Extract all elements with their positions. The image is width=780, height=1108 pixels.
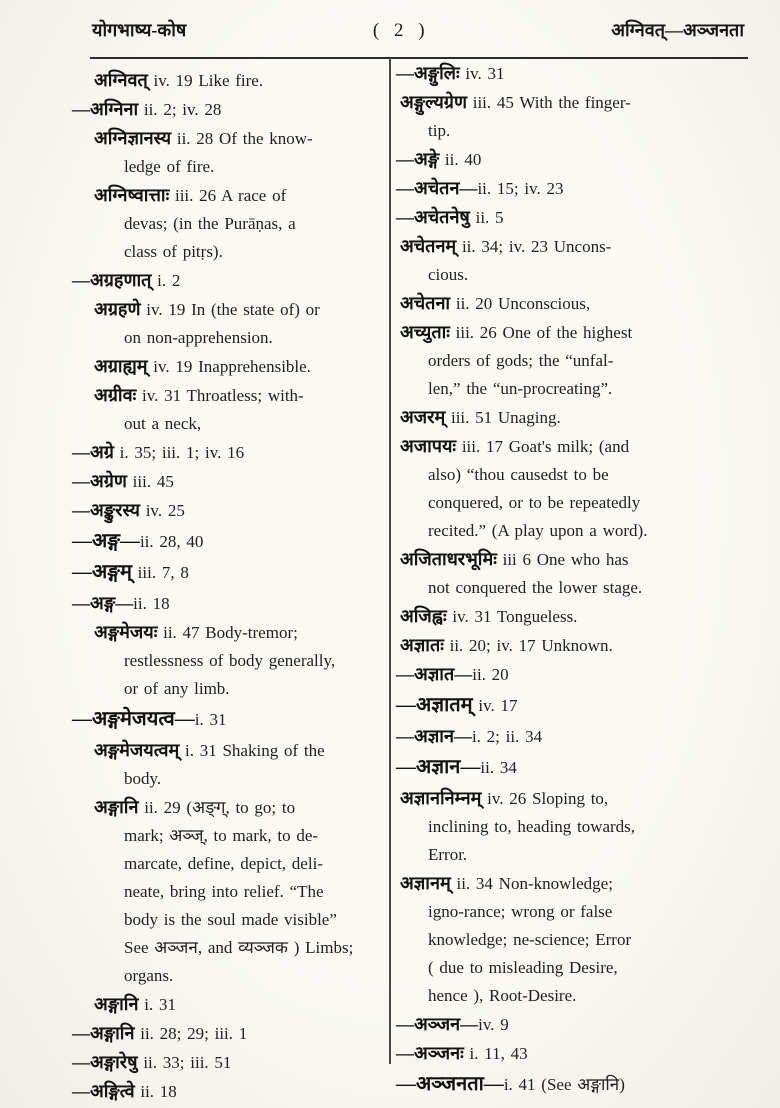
entry-headword: अग्रहणे — [94, 299, 141, 319]
dictionary-entry — [396, 631, 758, 660]
entry-line — [396, 869, 758, 898]
dictionary-entry — [72, 793, 386, 990]
entry-line: devas; (in the Purāṇas, a — [124, 214, 296, 233]
entry-line — [72, 266, 386, 295]
entry-gloss: i. 35; iii. 1; iv. 16 — [113, 443, 245, 462]
entry-gloss: iii. 17 Goat's milk; (and — [456, 437, 630, 456]
dictionary-entry — [396, 545, 758, 602]
dictionary-entry — [396, 1070, 758, 1099]
entry-headword: —अग्निना — [72, 99, 139, 119]
entry-gloss: ii. 28 Of the know- — [171, 129, 313, 148]
entry-line — [396, 59, 758, 88]
entry-line: class of pitṛs). — [124, 242, 223, 261]
dictionary-entry — [72, 181, 386, 266]
entry-line — [72, 95, 386, 124]
page-number: ( 2 ) — [372, 20, 425, 41]
dictionary-entry — [396, 403, 758, 432]
entry-gloss: ii. 20 — [472, 665, 509, 684]
entry-headword: अज्ञातः — [400, 635, 444, 655]
entry-gloss: iv. 19 Inapprehensible. — [147, 357, 311, 376]
entry-gloss: i. 2; ii. 34 — [471, 727, 543, 746]
entry-line: hence ), Root-Desire. — [428, 986, 577, 1005]
entry-line — [396, 753, 758, 782]
entry-line — [396, 88, 758, 117]
entry-line: not conquered the lower stage. — [428, 578, 643, 597]
entry-headword: अच्युताः — [400, 322, 450, 342]
entry-line — [72, 352, 386, 381]
entry-headword: अजरम् — [400, 407, 446, 427]
entry-line: ( due to misleading Desire, — [428, 958, 618, 977]
entry-line — [72, 527, 386, 556]
dictionary-entry — [72, 527, 386, 556]
entry-line — [396, 545, 758, 574]
dictionary-entry — [72, 705, 386, 734]
entry-line: recited.” (A play upon a word). — [428, 521, 648, 540]
entry-headword: अज्ञाननिम्नम् — [400, 788, 482, 808]
entry-headword: —अङ्गानि — [72, 1023, 135, 1043]
entry-line — [396, 602, 758, 631]
entry-line — [72, 736, 386, 765]
entry-line — [396, 432, 758, 461]
dictionary-entry — [396, 232, 758, 289]
entry-line: conquered, or to be repeatedly — [428, 493, 641, 512]
left-column — [72, 66, 386, 1106]
entry-headword: —अङ्गम् — [72, 561, 132, 583]
entry-line: Error. — [428, 845, 468, 864]
dictionary-entry — [396, 722, 758, 751]
entry-gloss: iii 6 One who has — [496, 550, 629, 569]
entry-line — [72, 381, 386, 410]
entry-gloss: ii. 34; iv. 23 Uncons- — [456, 237, 612, 256]
entry-line: mark; अञ्ज्, to mark, to de- — [124, 826, 319, 845]
entry-headword: अजिह्वः — [400, 606, 447, 626]
entry-gloss: ii. 33; iii. 51 — [137, 1053, 232, 1072]
entry-headword: —अञ्जनता— — [396, 1073, 504, 1095]
entry-line — [396, 232, 758, 261]
entry-line — [72, 438, 386, 467]
entry-headword: अङ्गुल्यग्रेण — [400, 92, 467, 112]
right-column — [396, 59, 758, 1101]
entry-gloss: iv. 17 — [472, 696, 518, 715]
dictionary-entry — [72, 558, 386, 587]
dictionary-entry — [72, 496, 386, 525]
entry-line — [396, 174, 758, 203]
entry-line — [396, 1010, 758, 1039]
entry-headword: —अग्रहणात् — [72, 270, 152, 290]
dictionary-entry — [72, 1077, 386, 1106]
entry-gloss: iii. 26 A race of — [169, 186, 287, 205]
entry-headword: अङ्गमेजयः — [94, 622, 158, 642]
dictionary-entry — [72, 352, 386, 381]
entry-gloss: iii. 26 One of the highest — [449, 323, 633, 342]
dictionary-entry — [396, 753, 758, 782]
entry-gloss: i. 11, 43 — [463, 1044, 528, 1063]
entry-headword: अङ्गमेजयत्वम् — [94, 740, 180, 760]
entry-headword: अङ्गानि — [94, 994, 139, 1014]
entry-headword: —अङ्कुरस्य — [72, 500, 140, 520]
entry-line — [396, 631, 758, 660]
entry-line: igno-rance; wrong or false — [428, 902, 613, 921]
entry-headword: अजिताधरभूमिः — [400, 549, 497, 569]
entry-gloss: iii. 51 Unaging. — [445, 408, 561, 427]
entry-headword: अग्निज्ञानस्य — [94, 128, 172, 148]
dictionary-entry — [396, 59, 758, 88]
entry-headword: —अग्रेण — [72, 471, 127, 491]
entry-line — [396, 1039, 758, 1068]
entry-headword: —अज्ञान— — [396, 756, 481, 778]
dictionary-entry — [72, 124, 386, 181]
dictionary-entry — [72, 467, 386, 496]
entry-gloss: ii. 18 — [134, 1082, 177, 1101]
dictionary-entry — [72, 589, 386, 618]
entry-line: marcate, define, depict, deli- — [124, 854, 323, 873]
entry-headword: —अञ्जन— — [396, 1014, 479, 1034]
dictionary-entry — [72, 736, 386, 793]
entry-headword: —अङ्गित्वे — [72, 1081, 135, 1101]
page-header — [92, 18, 744, 42]
entry-gloss: ii. 34 Non-knowledge; — [450, 874, 613, 893]
entry-line: cious. — [428, 265, 469, 284]
dictionary-entry — [72, 266, 386, 295]
entry-line — [72, 990, 386, 1019]
entry-line — [72, 181, 386, 210]
dictionary-entry — [396, 318, 758, 403]
entry-headword: —अङ्ग— — [72, 530, 140, 552]
entry-gloss: iv. 9 — [478, 1015, 509, 1034]
dictionary-entry — [72, 618, 386, 703]
entry-line: out a neck, — [124, 414, 202, 433]
dictionary-entry — [72, 438, 386, 467]
entry-line: body is the soul made visible” — [124, 910, 337, 929]
entry-headword: अग्राह्यम् — [94, 356, 148, 376]
entry-line: neate, bring into relief. “The — [124, 882, 324, 901]
entry-headword: —अज्ञात— — [396, 664, 473, 684]
entry-line — [396, 403, 758, 432]
entry-line — [396, 1070, 758, 1099]
entry-gloss: i. 41 (See अङ्गानि) — [503, 1075, 625, 1094]
entry-line — [72, 1048, 386, 1077]
entry-gloss: iv. 19 In (the state of) or — [140, 300, 320, 319]
dictionary-entry — [396, 88, 758, 145]
dictionary-entry — [72, 990, 386, 1019]
entry-gloss: ii. 2; iv. 28 — [138, 100, 222, 119]
entry-line — [396, 660, 758, 689]
entry-headword: अग्निष्वात्ताः — [94, 185, 170, 205]
entry-line — [396, 145, 758, 174]
entry-gloss: ii. 18 — [133, 594, 170, 613]
entry-gloss: iii. 7, 8 — [131, 563, 189, 582]
entry-line — [396, 289, 758, 318]
entry-headword: अज्ञानम् — [400, 873, 451, 893]
entry-line: See अञ्जन, and व्यञ्जक ) Limbs; — [124, 938, 354, 957]
entry-line — [72, 1019, 386, 1048]
entry-line — [72, 496, 386, 525]
entry-line — [72, 66, 386, 95]
entry-gloss: ii. 20; iv. 17 Unknown. — [443, 636, 613, 655]
entry-gloss: ii. 29 (अङ्ग्, to go; to — [138, 798, 296, 817]
dictionary-entry — [396, 145, 758, 174]
entry-gloss: i. 31 — [194, 710, 227, 729]
entry-gloss: ii. 5 — [469, 208, 504, 227]
dictionary-entry — [396, 1039, 758, 1068]
entry-headword: —अङ्गमेजयत्व— — [72, 708, 195, 730]
entry-line — [396, 203, 758, 232]
entry-headword: अचेतना — [400, 293, 451, 313]
entry-gloss: ii. 20 Unconscious, — [450, 294, 591, 313]
entry-headword: —अज्ञातम् — [396, 694, 473, 716]
entry-gloss: iv. 31 Throatless; with- — [136, 386, 304, 405]
entry-line — [72, 295, 386, 324]
entry-line: len,” the “un-procreating”. — [428, 379, 613, 398]
entry-gloss: i. 2 — [151, 271, 181, 290]
dictionary-entry — [396, 691, 758, 720]
entry-gloss: iv. 25 — [139, 501, 185, 520]
entry-line: inclining to, heading towards, — [428, 817, 636, 836]
entry-headword: अचेतनम् — [400, 236, 457, 256]
headword-range: अग्निवत्—अञ्जनता — [611, 20, 744, 40]
entry-line: body. — [124, 769, 162, 788]
entry-gloss: iv. 19 Like fire. — [147, 71, 264, 90]
entry-gloss: i. 31 — [138, 995, 176, 1014]
entry-gloss: ii. 34 — [480, 758, 517, 777]
entry-headword: —अज्ञान— — [396, 726, 472, 746]
entry-headword: —अङ्गुलिः — [396, 63, 460, 83]
entry-gloss: i. 31 Shaking of the — [179, 741, 325, 760]
entry-gloss: ii. 47 Body-tremor; — [157, 623, 298, 642]
entry-headword: —अग्रे — [72, 442, 114, 462]
entry-line — [72, 1077, 386, 1106]
entry-headword: —अचेतनेषु — [396, 207, 470, 227]
entry-line — [396, 784, 758, 813]
column-divider — [389, 58, 391, 1064]
dictionary-entry — [72, 1048, 386, 1077]
entry-line — [72, 467, 386, 496]
entry-gloss: ii. 40 — [439, 150, 482, 169]
entry-headword: अजापयः — [400, 436, 457, 456]
entry-headword: —अङ्गारेषु — [72, 1052, 138, 1072]
entry-gloss: iv. 26 Sloping to, — [481, 789, 609, 808]
entry-gloss: ii. 15; iv. 23 — [477, 179, 564, 198]
dictionary-entry — [72, 95, 386, 124]
dictionary-entry — [72, 66, 386, 95]
entry-line — [72, 705, 386, 734]
entry-gloss: iii. 45 — [126, 472, 174, 491]
dictionary-entry — [396, 602, 758, 631]
entry-line: orders of gods; the “unfal- — [428, 351, 614, 370]
book-title: योगभाष्य-कोष — [92, 20, 187, 40]
entry-headword: —अङ्ग— — [72, 593, 134, 613]
entry-line — [396, 318, 758, 347]
entry-gloss: iii. 45 With the finger- — [466, 93, 631, 112]
dictionary-entry — [396, 784, 758, 869]
entry-line — [72, 124, 386, 153]
entry-line — [396, 722, 758, 751]
entry-line — [72, 793, 386, 822]
entry-headword: अङ्गानि — [94, 797, 139, 817]
entry-line: organs. — [124, 966, 174, 985]
entry-headword: —अचेतन— — [396, 178, 478, 198]
entry-gloss: ii. 28, 40 — [139, 532, 204, 551]
entry-headword: —अङ्गे — [396, 149, 440, 169]
entry-headword: अग्रीवः — [94, 385, 137, 405]
entry-line: tip. — [428, 121, 451, 140]
dictionary-entry — [396, 203, 758, 232]
entry-line: ledge of fire. — [124, 157, 215, 176]
entry-gloss: ii. 28; 29; iii. 1 — [134, 1024, 248, 1043]
dictionary-entry — [72, 295, 386, 352]
dictionary-entry — [396, 869, 758, 1010]
entry-headword: अग्निवत् — [94, 70, 148, 90]
entry-line: or of any limb. — [124, 679, 230, 698]
entry-headword: —अञ्जनः — [396, 1043, 464, 1063]
entry-line: on non-apprehension. — [124, 328, 273, 347]
dictionary-entry — [72, 1019, 386, 1048]
entry-line — [72, 558, 386, 587]
dictionary-entry — [396, 289, 758, 318]
dictionary-entry — [72, 381, 386, 438]
entry-line — [72, 589, 386, 618]
dictionary-entry — [396, 1010, 758, 1039]
entry-gloss: iv. 31 — [459, 64, 505, 83]
dictionary-entry — [396, 660, 758, 689]
entry-gloss: iv. 31 Tongueless. — [446, 607, 578, 626]
dictionary-entry — [396, 174, 758, 203]
entry-line: also) “thou causedst to be — [428, 465, 609, 484]
entry-line: restlessness of body generally, — [124, 651, 336, 670]
entry-line: knowledge; ne-science; Error — [428, 930, 632, 949]
dictionary-entry — [396, 432, 758, 545]
entry-line — [72, 618, 386, 647]
entry-line — [396, 691, 758, 720]
